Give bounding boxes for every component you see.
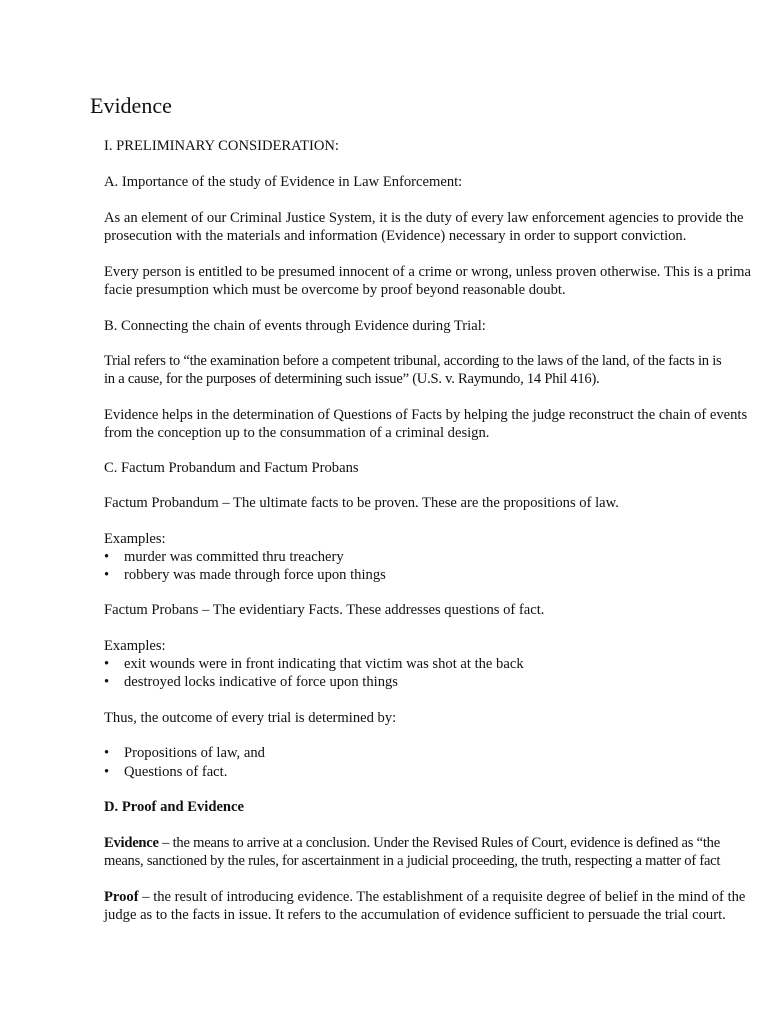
paragraph-line: As an element of our Criminal Justice System, it is the duty of every law enforcement agencies to provide the	[104, 210, 744, 226]
list-item-text: robbery was made through force upon things	[124, 567, 386, 583]
list-item	[104, 655, 524, 673]
bullet-icon: •	[104, 764, 110, 780]
paragraph-line: prosecution with the materials and information (Evidence) necessary in order to support conviction.	[104, 228, 687, 244]
paragraph-line: Trial refers to “the examination before a competent tribunal, according to the laws of the land, of the facts in is	[104, 353, 722, 369]
proof-definition-text: – the result of introducing evidence. The establishment of a requisite degree of belief in the mind of the	[138, 889, 746, 905]
factum-probandum-definition: Factum Probandum – The ultimate facts to be proven. These are the propositions of law.	[104, 495, 619, 511]
section-heading-preliminary: I. PRELIMINARY CONSIDERATION:	[104, 138, 339, 154]
paragraph-line	[104, 834, 720, 852]
list-item	[104, 548, 344, 566]
factum-probans-definition: Factum Probans – The evidentiary Facts. These addresses questions of fact.	[104, 602, 545, 618]
examples-label: Examples:	[104, 638, 166, 654]
paragraph-line: facie presumption which must be overcome by proof beyond reasonable doubt.	[104, 282, 566, 298]
paragraph-line: judge as to the facts in issue. It refers to the accumulation of evidence sufficient to persuade the trial court.	[104, 907, 726, 923]
list-item-text: murder was committed thru treachery	[124, 549, 344, 565]
examples-label: Examples:	[104, 531, 166, 547]
list-item	[104, 744, 265, 762]
bullet-icon: •	[104, 549, 110, 565]
bullet-icon: •	[104, 674, 110, 690]
section-heading-proof-evidence: D. Proof and Evidence	[104, 799, 244, 815]
bullet-icon: •	[104, 567, 110, 583]
evidence-term: Evidence	[104, 835, 159, 851]
list-item-text: Questions of fact.	[124, 764, 228, 780]
list-item-text: Propositions of law, and	[124, 745, 265, 761]
paragraph-line: means, sanctioned by the rules, for ascertainment in a judicial proceeding, the truth, respecting a matter of fact	[104, 853, 721, 869]
proof-term: Proof	[104, 889, 139, 905]
section-heading-chain-of-events: B. Connecting the chain of events through Evidence during Trial:	[104, 318, 486, 334]
paragraph-line: in a cause, for the purposes of determining such issue” (U.S. v. Raymundo, 14 Phil 416).	[104, 371, 600, 387]
paragraph-line: from the conception up to the consummation of a criminal design.	[104, 425, 490, 441]
outcome-intro: Thus, the outcome of every trial is determined by:	[104, 710, 397, 726]
bullet-icon: •	[104, 656, 110, 672]
evidence-definition-text: – the means to arrive at a conclusion. Under the Revised Rules of Court, evidence is defined as “the	[158, 835, 720, 851]
list-item	[104, 566, 386, 584]
paragraph-line	[104, 888, 745, 906]
paragraph-line: Every person is entitled to be presumed innocent of a crime or wrong, unless proven otherwise. This is a prima	[104, 264, 751, 280]
list-item-text: destroyed locks indicative of force upon things	[124, 674, 398, 690]
section-heading-factum: C. Factum Probandum and Factum Probans	[104, 460, 359, 476]
section-heading-importance: A. Importance of the study of Evidence in Law Enforcement:	[104, 174, 463, 190]
paragraph-line: Evidence helps in the determination of Questions of Facts by helping the judge reconstruct the chain of events	[104, 407, 748, 423]
document-title: Evidence	[90, 93, 172, 118]
list-item	[104, 763, 227, 781]
list-item-text: exit wounds were in front indicating that victim was shot at the back	[124, 656, 524, 672]
list-item	[104, 673, 398, 691]
bullet-icon: •	[104, 745, 110, 761]
